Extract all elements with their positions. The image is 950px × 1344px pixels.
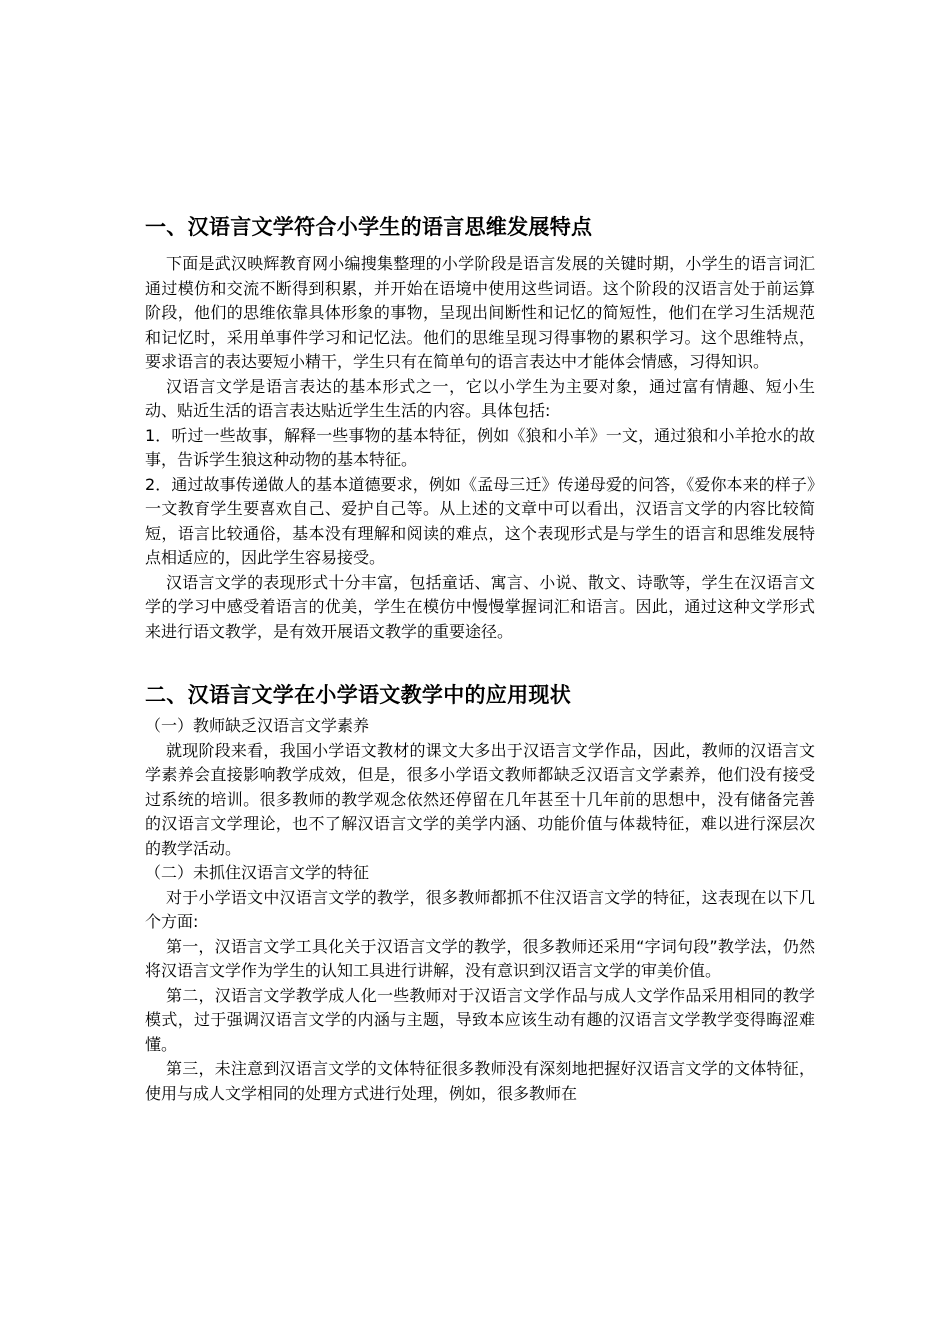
section-1-paragraph-3: 汉语言文学的表现形式十分丰富，包括童话、寓言、小说、散文、诗歌等，学生在汉语言文学的学习中感受着语言的优美，学生在模仿中慢慢掌握词汇和语言。因此，通过这种文学形式来进行语文教学，是有效开展语文教学的重要途径。 [145, 572, 815, 641]
section-1-paragraph-2: 汉语言文学是语言表达的基本形式之一，它以小学生为主要对象，通过富有情趣、短小生动、贴近生活的语言表达贴近学生生活的内容。具体包括: [145, 376, 815, 420]
section-2-heading: 二、汉语言文学在小学语文教学中的应用现状 [145, 683, 571, 707]
subsection-2-point-3: 第三，未注意到汉语言文学的文体特征很多教师没有深刻地把握好汉语言文学的文体特征，使用与成人文学相同的处理方式进行处理，例如，很多教师在 [145, 1059, 815, 1103]
section-1-paragraph-1: 下面是武汉映辉教育网小编搜集整理的小学阶段是语言发展的关键时期，小学生的语言词汇通过模仿和交流不断得到积累，并开始在语境中使用这些词语。这个阶段的汉语言处于前运算阶段，他们的思维依靠具体形象的事物，呈现出间断性和记忆的简短性，他们在学习生活规范和记忆时，采用单事件学习和记忆法。他们的思维呈现习得事物的累积学习。这个思维特点，要求语言的表达要短小精干，学生只有在简单句的语言表达中才能体会情感，习得知识。 [145, 254, 815, 371]
subsection-2-heading: （二）未抓住汉语言文学的特征 [145, 863, 370, 882]
subsection-2-point-1: 第一，汉语言文学工具化关于汉语言文学的教学，很多教师还采用“字词句段”教学法，仍然将汉语言文学作为学生的认知工具进行讲解，没有意识到汉语言文学的审美价值。 [145, 936, 815, 980]
subsection-2-point-2: 第二，汉语言文学教学成人化一些教师对于汉语言文学作品与成人文学作品采用相同的教学模式，过于强调汉语言文学的内涵与主题，导致本应该生动有趣的汉语言文学教学变得晦涩难懂。 [145, 985, 815, 1054]
section-1-list-item-2: 2．通过故事传递做人的基本道德要求，例如《孟母三迁》传递母爱的问答，《爱你本来的样子》一文教育学生要喜欢自己、爱护自己等。从上述的文章中可以看出，汉语言文学的内容比较简短，语言比较通俗，基本没有理解和阅读的难点，这个表现形式是与学生的语言和思维发展特点相适应的，因此学生容易接受。 [145, 474, 815, 567]
section-1-list-item-1: 1．听过一些故事，解释一些事物的基本特征，例如《狼和小羊》一文，通过狼和小羊抢水的故事，告诉学生狼这种动物的基本特征。 [145, 425, 815, 469]
subsection-1-paragraph: 就现阶段来看，我国小学语文教材的课文大多出于汉语言文学作品，因此，教师的汉语言文学素养会直接影响教学成效，但是，很多小学语文教师都缺乏汉语言文学素养，他们没有接受过系统的培训。很多教师的教学观念依然还停留在几年甚至十几年前的思想中，没有储备完善的汉语言文学理论，也不了解汉语言文学的美学内涵、功能价值与体裁特征，难以进行深层次的教学活动。 [145, 740, 815, 858]
document-body [145, 212, 815, 1106]
section-1-heading: 一、汉语言文学符合小学生的语言思维发展特点 [145, 215, 593, 239]
subsection-1-heading: （一）教师缺乏汉语言文学素养 [145, 716, 370, 735]
subsection-2-intro: 对于小学语文中汉语言文学的教学，很多教师都抓不住汉语言文学的特征，这表现在以下几个方面: [145, 887, 815, 931]
